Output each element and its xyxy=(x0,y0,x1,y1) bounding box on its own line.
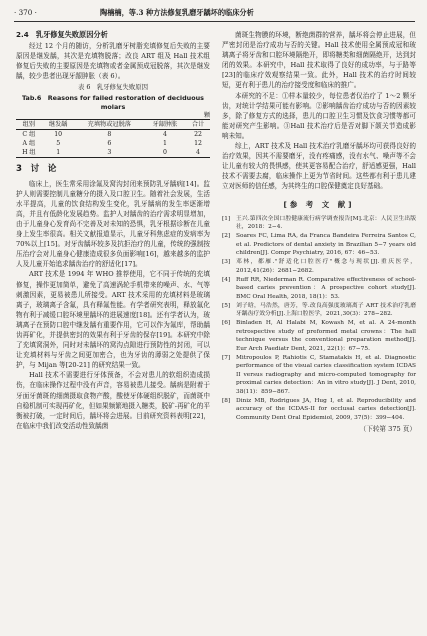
table-cell: 22 xyxy=(194,131,202,139)
reference-item xyxy=(222,276,416,302)
article-running-title: 陶楠楠，等.3 种方法修复乳磨牙龋坏的临床分析 xyxy=(100,8,254,17)
reference-number: [6] xyxy=(222,320,231,327)
reference-text: Diniz MB, Rodrigues JA, Hug I, et al. Reproducibility and accuracy of the ICDAS-II for occlusal caries detection[J]. Community Dent Oral Epidemiol, 2009, 37(5)：399−404. xyxy=(236,397,416,421)
reference-item xyxy=(222,258,416,275)
table-cell: 0 xyxy=(163,149,167,157)
table-cell: 1 xyxy=(163,140,167,148)
body-paragraph: 本研究的不足：①样本量较少，每位患者仅治疗了 1～2 颗牙齿，对统计学结果可能有影响。②影响龋齿治疗成功与否的因素较多，除了修复方式的选择，患儿的口腔卫生习惯及饮食习惯等都可能对研究产生影响。③Hall 技术治疗后是否对脚下颌关节造成影响未知。 xyxy=(222,91,416,140)
section-2-4-paragraph: 经过 12 个月的随访，分析乳磨牙树脂充填修复后失败的主要原因是继发龋，其次是充填物脱落；改良 ART 组及 Hall 技术组修复后失败的主要原因是充填物或者金属预成冠脱落，其次是继发龋，较少患者出现牙龈肿胀（表 6）。 xyxy=(16,42,210,81)
table-6-caption-en: Tab.6 Reasons for failed restoration of deciduous molars xyxy=(22,94,204,112)
reference-item xyxy=(222,215,416,232)
section-2-4-heading: 2.4 乳牙修复失败原因分析 xyxy=(16,30,108,39)
table-cell: A 组 xyxy=(22,140,36,148)
reference-item xyxy=(222,319,416,353)
reference-number: [8] xyxy=(222,397,231,404)
references-heading: [参 考 文 献] xyxy=(283,199,355,209)
reference-text: Soares FC, Lima RA, da Franca Bandeira Ferreira Santos C, et al. Predictors of dental anxiety in Brazilian 5−7 years old children[J]. Compr Psychiatry, 2016, 67：46−53. xyxy=(236,233,416,257)
reference-text: Mitropoulos P, Rahiotis C, Stamatakis H, et al. Diagnostic performance of the visual caries classification system ICDAS II versus radiography and micro-computed tomography for proximal caries detection：An in vitro study[J]. J Dent, 2010, 38(11)：859−867. xyxy=(236,354,416,395)
table-header-cell: 继发龋 xyxy=(48,121,68,129)
continued-note: （下转第 375 页） xyxy=(359,425,416,434)
table-cell: C 组 xyxy=(22,131,36,139)
table-cell: 4 xyxy=(196,149,200,157)
discussion-paragraph: 临床上，医生常采用涂氟及窝沟封闭来预防乳牙龋病[14]。监护人则需要控制儿童糖分的摄入及口腔卫生。随着社会发展，生活水平提高，儿童的饮食结构发生变化，乳牙龋病的发生率逐渐增高，并且有低龄化发展趋势。监护人对龋齿的治疗需求明显增加，由于儿童身心发育尚不完善及对未知的恐惧，乳牙根据诊断在儿童身上发生率很高。相关文献报道显示，儿童牙科焦虑症的发病率为 70%以上[15]。对牙齿龋坏较多及抗拒治疗的儿童，传统的强制按压治疗会对儿童身心健康造成很多负面影响[16]，越来越多的监护人及儿童开始追求龋齿治疗的舒适化[17]。 xyxy=(16,179,210,269)
reference-text: Binladen H, Al Halabi M, Kowash M, et al. A 24-month retrospective study of preformed metal crowns：The hall technique versus the conventional preparation method[J]. Eur Arch Paediatr Dent, 2021, 22(1)：67−75. xyxy=(236,320,416,352)
table-cell: H 组 xyxy=(22,149,36,157)
table-cell: 1 xyxy=(56,149,61,157)
table-6-caption-zh: 表 6 乳牙修复失败原因 xyxy=(77,83,148,92)
table-cell: 5 xyxy=(56,140,61,148)
table-cell: 10 xyxy=(54,131,63,139)
page-number: · 370 · xyxy=(14,8,37,17)
right-column xyxy=(222,30,416,434)
reference-number: [1] xyxy=(222,215,231,222)
reference-text: 王兴.第四次全国口腔健康流行病学调查报告[M].北京：人民卫生出版社，2018：2−4. xyxy=(236,215,416,231)
running-header xyxy=(14,5,415,22)
table-header-cell: 牙龈肿胀 xyxy=(152,121,178,129)
section-3-heading: 3 讨 论 xyxy=(16,164,57,175)
reference-number: [7] xyxy=(222,354,231,361)
table-row xyxy=(16,148,210,158)
table-header-cell: 充填物或冠脱落 xyxy=(87,121,131,129)
discussion-paragraph: ART 技术是 1994 年 WHO 推荐使用，它不同于传统的充填修复，操作更加简单，避免了高速涡轮手机带来的噪声、水、气等刺激因素，更易被患儿所接受。ART 技术采用的充填材料是玻璃离子，玻璃离子含氟，具有释氟性能。有学者研究表明，释放氟化物有利于减缓口腔环境里龋坏的进展速度[18]。还有学者认为，玻璃离子在预防口腔中继发龋有重要作用，它可以作为氟库，帮助龋齿再矿化，并提供密封的效果有利于牙齿的保存[19]。本研究中除了充填窝洞外，同时对未龋坏的窝沟点隙进行预防性的封闭，可以让充填材料与牙齿之间更加密合，也为牙齿的薄弱之处提供了保护，与 Mijan 等[20-21] 的研究结果一致。 xyxy=(16,270,210,370)
table-header-cell: 组别 xyxy=(22,121,36,129)
table-header-row xyxy=(16,120,210,130)
reference-text: 刘子晗，马浩然，唐芳，等.改良高强度玻璃离子 ART 技术治疗乳磨牙龋齿疗效分析[J].上海口腔医学，2021,30(3)：278−282. xyxy=(236,302,416,318)
table-cell: 8 xyxy=(107,131,112,139)
reference-item xyxy=(222,302,416,319)
reference-item xyxy=(222,354,416,397)
left-column xyxy=(16,30,210,431)
table-cell: 4 xyxy=(163,131,167,139)
table-header-cell: 合计 xyxy=(191,121,205,129)
table-cell: 12 xyxy=(194,140,202,148)
reference-number: [5] xyxy=(222,302,231,309)
reference-item xyxy=(222,232,416,258)
discussion-paragraph: Hall 技术不需要进行牙体预备，不会对患儿的软组织造成损伤，在临床操作过程中没有声音，容易被患儿接受。龋病是附着于牙面牙菌斑的细菌摄取食物产酸，酸使牙体硬组织脱矿，而菌斑中自稳机制可实现再矿化，但如果频繁地摄入糖类，脱矿-再矿化的平衡被打破，一定时间后，龋坏将会进展。目前研究资料表明[22]，在临床中我们改变活动性致龋菌 xyxy=(16,371,210,430)
table-6 xyxy=(16,119,210,158)
body-paragraph: 菌斑生物膜的环境，断绝菌群的营养，龋坏将会停止进展，但严密封闭是治疗成功与否的关键。Hall 技术使用全属预成冠和玻璃离子将牙齿和口腔环境隔绝开，即将糖类和细菌隔绝开，达到封闭的效果。本研究中，Hall 技术取得了良好的成功率，与于路等[23]的临床疗效观察结果一致。此外，Hall 技术的治疗时间较短，更有利于患儿的治疗接受度和临床的推广。 xyxy=(222,31,416,90)
table-row xyxy=(16,130,210,140)
reference-text: 邓林，都雁."舒适化口腔医疗"概念与现状[J].重庆医学，2012,41(26)：2681−2682. xyxy=(236,259,416,274)
reference-number: [2] xyxy=(222,233,231,240)
table-6-unit: 颗 xyxy=(203,112,210,120)
body-paragraph: 综上，ART 技术及 Hall 技术治疗乳磨牙龋坏均可获得良好的治疗效果，因其不需要磨牙，没有疼痛感，没有水气、噪声等不会让儿童有较大的畏惧感，使其更容易配合治疗，舒适感更强，Hall 技术不需要去腐，临床操作上更为节省时间。这些都有利于患儿建立对医师的信任感，为其终生的口腔保健奠定良好基础。 xyxy=(222,142,416,191)
reference-number: [4] xyxy=(222,276,231,283)
table-cell: 3 xyxy=(107,149,112,157)
reference-text: Ruff RR, Niederman R. Comparative effectiveness of school-based caries prevention：A prospective cohort study[J]. BMC Oral Health, 2018, 18(1)：53. xyxy=(236,276,416,300)
reference-number: [3] xyxy=(222,259,231,266)
table-row xyxy=(16,139,210,148)
table-cell: 6 xyxy=(107,140,112,148)
reference-item xyxy=(222,397,416,423)
